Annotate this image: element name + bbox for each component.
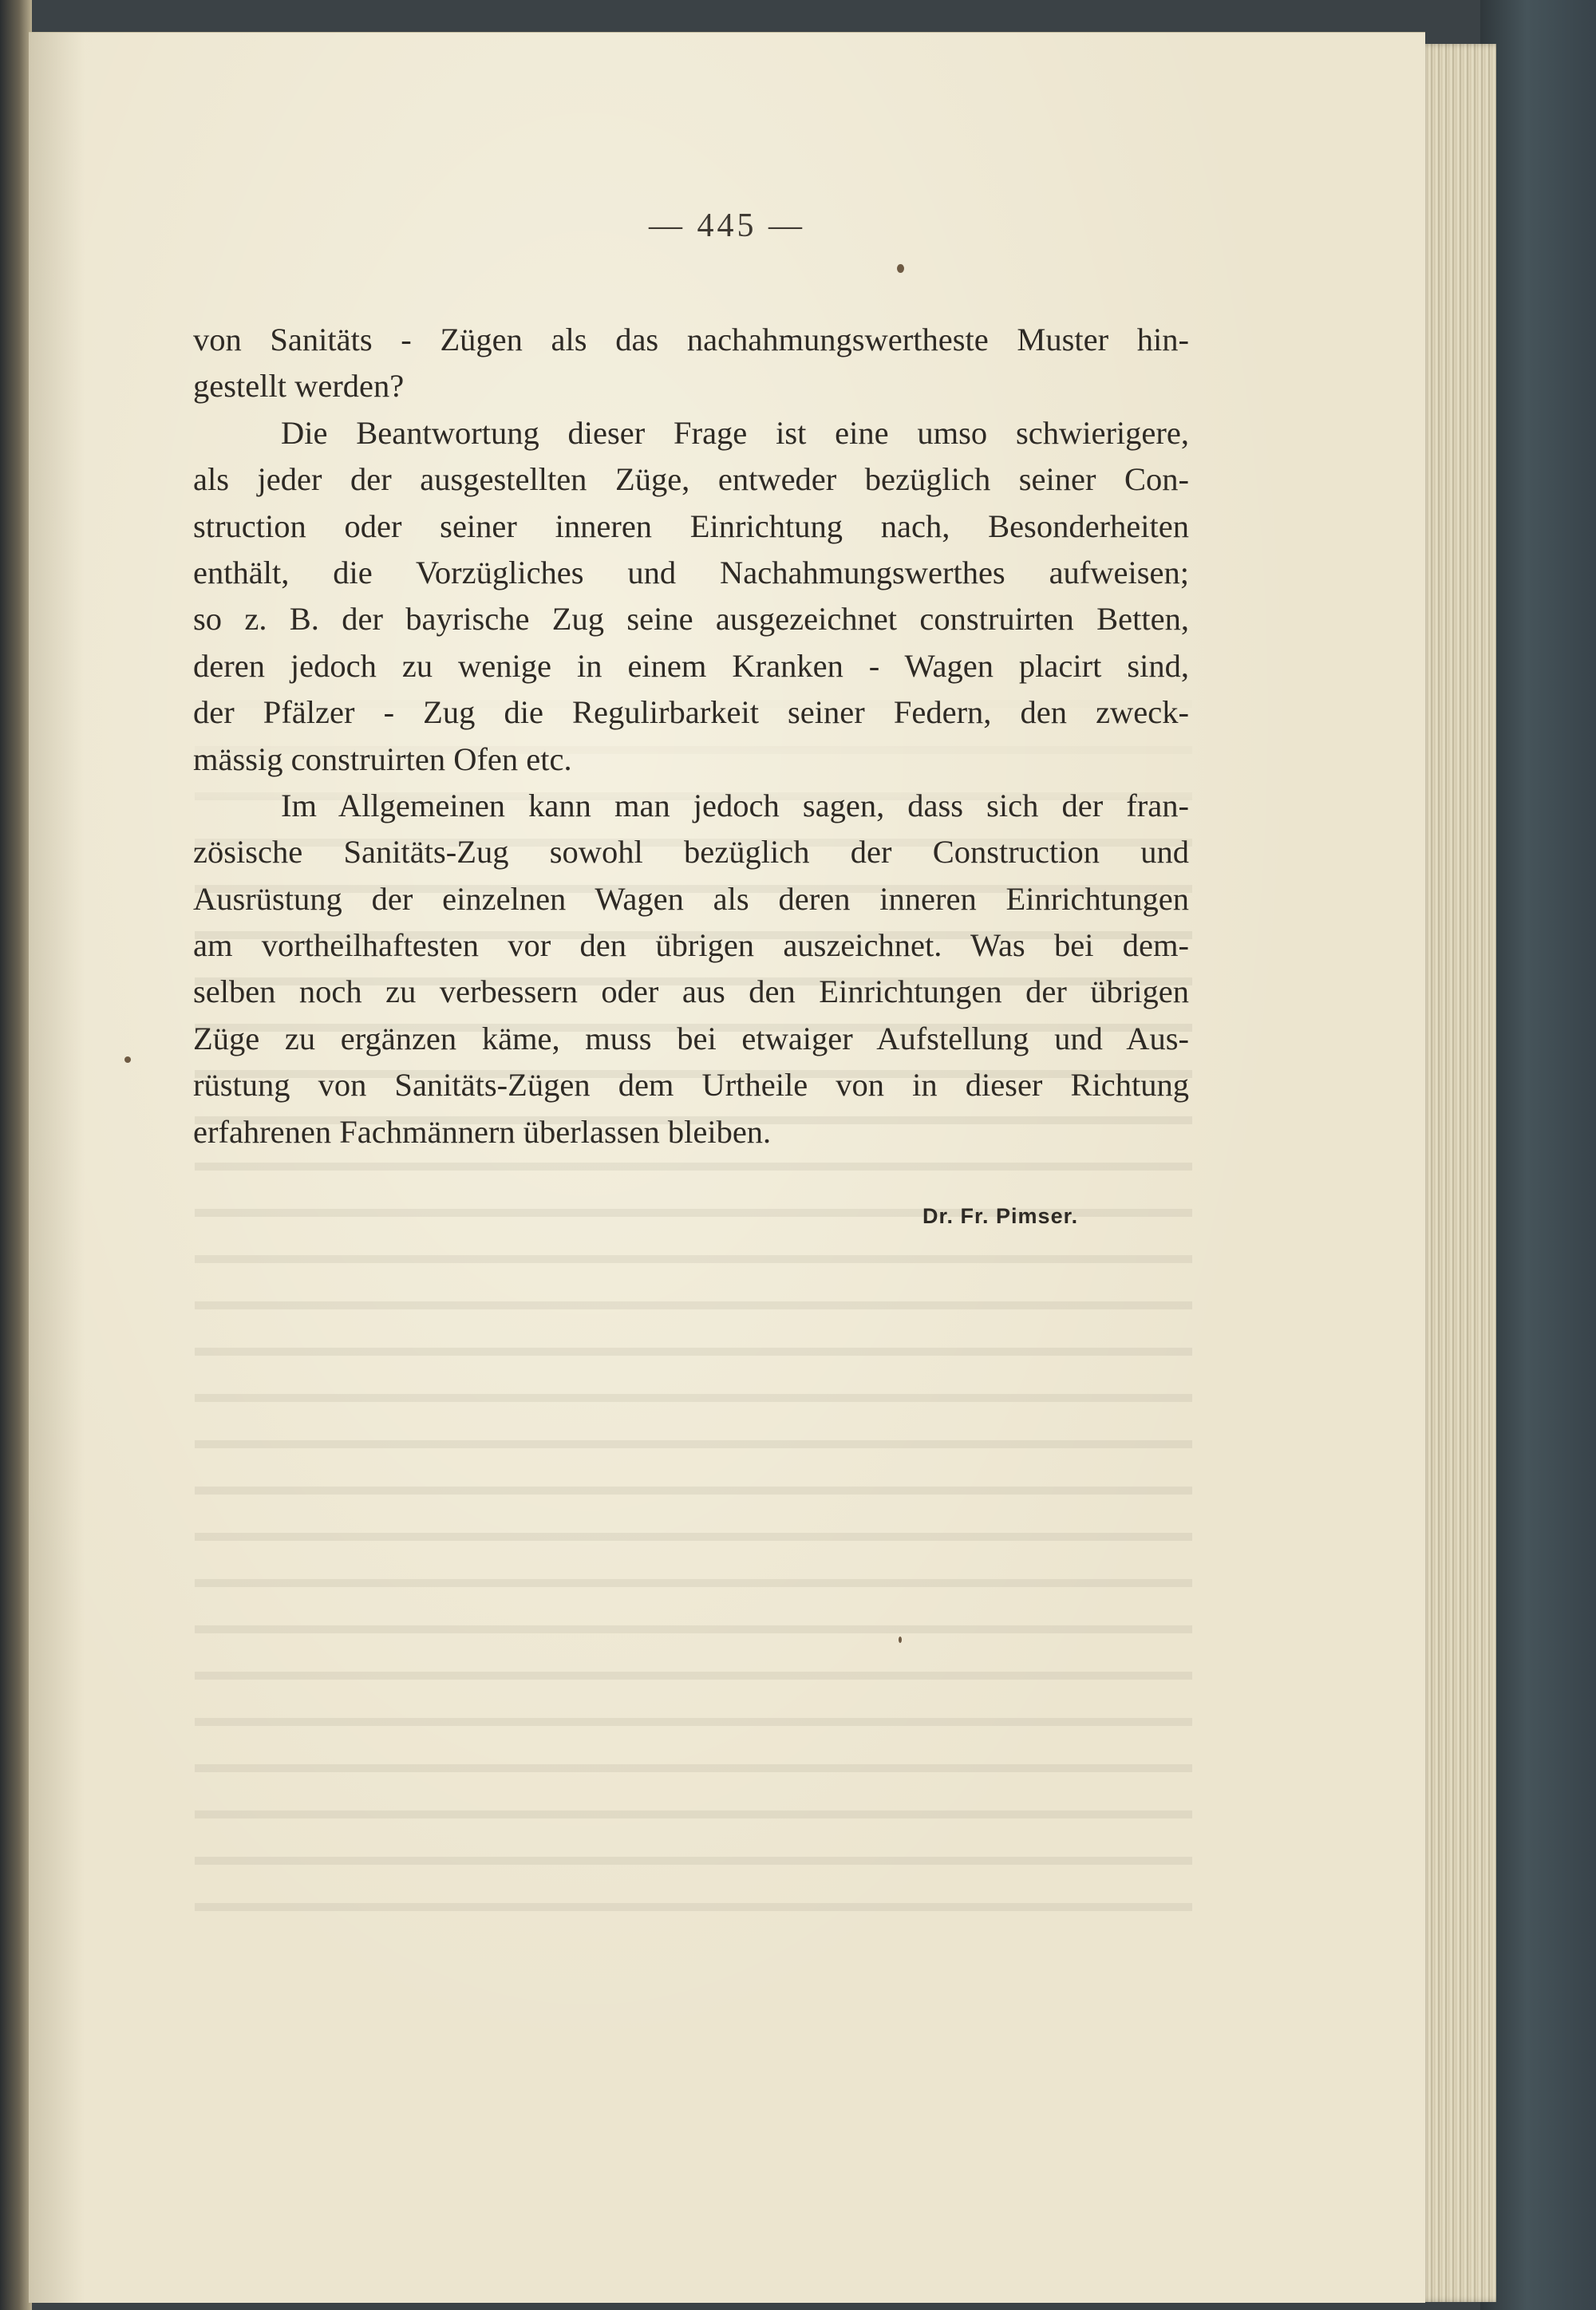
paper-speck xyxy=(899,1637,902,1643)
text-line: rüstung von Sanitäts-Zügen dem Urtheile von in dieser Richtung xyxy=(193,1067,1189,1104)
text-line: der Pfälzer - Zug die Regulirbarkeit seiner Federn, den zweck- xyxy=(193,694,1189,731)
text-line: von Sanitäts - Zügen als das nachahmungswertheste Muster hin- xyxy=(193,322,1189,357)
text-line: Im Allgemeinen kann man jedoch sagen, dass sich der fran- xyxy=(281,787,1189,823)
text-line: am vortheilhaftesten vor den übrigen auszeichnet. Was bei dem- xyxy=(193,927,1189,964)
body-text xyxy=(193,317,1189,1155)
page-number: — 445 — xyxy=(649,207,805,244)
text-line: gestellt werden? xyxy=(193,368,405,405)
page-block-edge xyxy=(1420,44,1496,2302)
text-line: so z. B. der bayrische Zug seine ausgezeichnet construirten Betten, xyxy=(193,601,1189,638)
text-line: als jeder der ausgestellten Züge, entweder bezüglich seiner Con- xyxy=(193,461,1189,498)
book-page xyxy=(29,32,1425,2303)
text-line: mässig construirten Ofen etc. xyxy=(193,740,572,777)
text-line: enthält, die Vorzügliches und Nachahmungswerthes aufweisen; xyxy=(193,554,1189,590)
text-line: Züge zu ergänzen käme, muss bei etwaiger Aufstellung und Aus- xyxy=(193,1020,1189,1056)
book-gutter-edge xyxy=(0,0,32,2310)
book-cover xyxy=(1480,0,1596,2310)
paper-speck xyxy=(897,264,904,273)
text-line: struction oder seiner inneren Einrichtung nach, Besonderheiten xyxy=(193,507,1189,544)
paper-speck xyxy=(124,1056,131,1063)
text-line: zösische Sanitäts-Zug sowohl bezüglich der Construction und xyxy=(193,834,1189,871)
text-line: deren jedoch zu wenige in einem Kranken - Wagen placirt sind, xyxy=(193,647,1189,684)
text-line: Die Beantwortung dieser Frage ist eine umso schwierigere, xyxy=(281,414,1189,451)
author-signature: Dr. Fr. Pimser. xyxy=(922,1204,1079,1228)
text-line: selben noch zu verbessern oder aus den Einrichtungen der übrigen xyxy=(193,973,1189,1010)
text-line: erfahrenen Fachmännern überlassen bleiben. xyxy=(193,1113,772,1150)
text-line: Ausrüstung der einzelnen Wagen als deren inneren Einrichtungen xyxy=(193,880,1189,917)
